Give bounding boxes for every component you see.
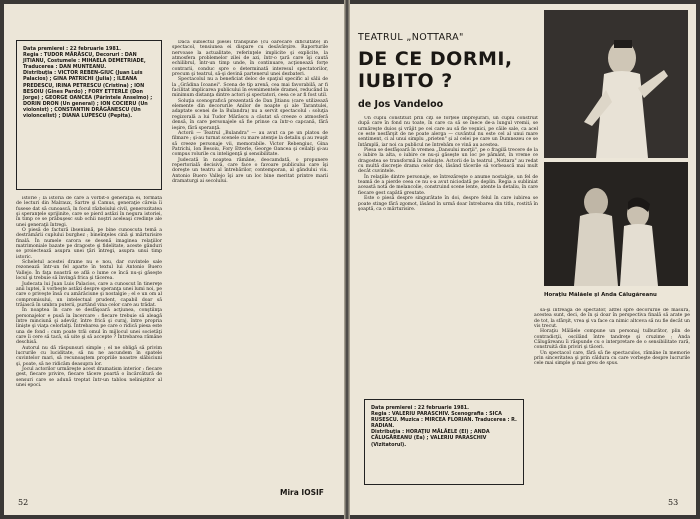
article-headline: [358, 48, 513, 92]
cast-list: Distribuţia : VICTOR REBEN-GIUC (Juan Luis Palacios) ; GINA PATRICHI (Julia) ; ILEANA PREDESCU, IRINA PETRESCU (Cristina) ; ION BESOIU (Gines Pardo) ; FORY ETTERLE (Don Jorge) ; GEORGE OANCEA (Părintele Anselmo) ; DORIN DRON (Un general) ; ION COCIERU (Un violonist) ; CONSTANTIN DRĂGĂNESCU (Un violoncelist) ; DIANA LUPESCU (Pepita).: [23, 70, 153, 120]
paragraph: În noaptea în care se desfăşoară acţiunea, conştiinţa personajelor e pusă la încercare : fiecare trebuie să aleagă între minciună şi adevăr, între frică şi curaj, între propria linişte şi viaţa celorlalţi. Întrebarea pe care o ridică piesa este una de fond : cum poate trăi omul în mijlocul unei societăţi care îi cere să tacă, să uite şi să accepte ? Întrebarea rămâne deschisă.: [16, 308, 162, 346]
paragraph: În relaţiile dintre personaje, se întrezăreşte o anume nostalgie, un fel de teamă de a pierde ceea ce nu s-a avut niciodată pe deplin. Regia a subliniat această notă de melancolie, construind scene lente, atente la detaliu, în care fiecare gest capătă greutate.: [358, 174, 538, 196]
author-signature: Mira IOSIF: [280, 488, 324, 497]
left-page: [4, 4, 344, 515]
premiere-date: Data premierei : 22 februarie 1981.: [23, 46, 122, 52]
paragraph: Spectacolul nu a beneficiat deloc de spaţiul specific al sălii de la „Grădina Icoanei". Scena de tip arenă, cea mai favorabilă, ar fi facilitat implicarea publicului în evenimentele dramei, reducând la minimum distanţa dintre actori şi spectatori, ceea ce ar fi fost util.: [172, 77, 328, 99]
text-column-1: [16, 196, 162, 492]
paragraph: istorie ; la istoria de care a vorbit-o generaţia ei, formată de lecturi din Malraux, Sartre şi Camus, generaţie căreia îi fusese dat să cunoască, în focul războiului civil, generozitatea şi speranţele sprijinite, care se pierd astăzi în negura istoriei, în timp ce se prăbuşesc sub ochii noştri aceleaşi credinţe ale unei generaţii întregi.: [16, 196, 162, 228]
paragraph: Actorii — Teatrul „Bulandra" — au avut ca pe un platou de filmare ; şi-au turnat scenele cu mare atenţie la detaliu şi au reuşit să creeze personaje vii, memorabile. Victor Rebengiuc, Gina Patrichi, Ion Besoiu, Fory Etterle, George Oancea şi ceilalţi şi-au compus rolurile cu inteligenţă şi sensibilitate.: [172, 130, 328, 158]
credits-box-right: [364, 399, 524, 485]
paragraph: Jocul actorilor urmăreşte acest dramatism interior : fiecare gest, fiecare privire, fiecare tăcere poartă o încărcătură de sensuri care se adună treptat într-un tablou neliniştitor al unei epoci.: [16, 367, 162, 389]
paragraph: Un cuplu constituit prin ciţi se forţele împrejurări, un cuplu construit după care în fond nu toate, în care ca să se înece de-a lungul vremii, se urmăreşte duios şi vrăjit pe cei care au să fie veşnici, pe căile sale, ca acel ce este nesfârşit de ne poate alerga — cuvântul nu este cel al unui mare sentiment, ci al unui simplu „prieten" şi al celei pe care un Dumnezeu ce se întâmplă, iar noi ca publicul ne întrebăm ce vină au acestea.: [358, 116, 538, 148]
byline: de Jos Vandeloo: [358, 99, 444, 110]
paragraph: Scheletul acestei drame nu e nou, dar cuvintele sale rezonează într-un fel aparte în textul lui Antonio Buero Vallejo. În faţa noastră se află o lume ce încă nu-şi găseşte locul şi trebuie să învingă frica şi tăcerea.: [16, 260, 162, 282]
paragraph: Este o piesă despre singurătate în doi, despre felul în care iubirea se poate stinge fără zgomot, lăsând în urmă doar întrebarea din titlu, rostită în şoaptă, ca o mărturisire.: [358, 196, 538, 212]
text-column-main: [358, 116, 538, 392]
theatre-name: TEATRUL „NOTTARA": [358, 32, 464, 43]
photo-duo-image: [544, 162, 688, 286]
paragraph: Horaţiu Mălăele compune un personaj tulburător, plin de contradicţii, oscilând între tandreţe şi cruzime ; Anda Călugăreanu îi răspunde cu o interpretare de o sensibilitate rară, construită din priviri şi tăceri.: [534, 329, 690, 351]
page-number: 53: [668, 498, 679, 507]
paragraph: să-şi întreagă de spectator, altfel spre decorurile de măsură, acestea sunt, deci, de în şi doar în perspectiva finală să arate pe de tot, la sfârşit, vrea şi va face ca nimic altceva să nu fie decât un vis trecut.: [534, 308, 690, 330]
paragraph: Piesa se desfăşoară în vremea „Dansului morţii", pe o fragilă trecere de la o iubire la alta, o iubire ce nu-şi găseşte un loc pe pământ, în vreme ce dragostea se transformă în nelinişte. Actorii de la teatrul „Nottara" au redat cu multă discreţie drama celor doi, lăsând tăcerile să vorbească mai mult decât cuvintele.: [358, 148, 538, 175]
page-number: 52: [18, 498, 29, 507]
text-column-2: [172, 40, 328, 484]
photo-performer-top: [544, 10, 688, 158]
photo-performers-duo: [544, 162, 688, 286]
headline-line: IUBITO ?: [358, 70, 453, 92]
headline-line: DE CE DORMI,: [358, 48, 513, 70]
paragraph: O piesă de factură ibseniană, pe bine cunoscuta temă a destrămării cuplului burghez ; bineînţeles cină şi mărturisire finală. În numele carora se desenă imaginea relaţiilor matrimoniale bazate pe dragoste şi fidelitate, aceste gânduri se proiectează asupra unei ţări întregi, asupra unui timp istoric.: [16, 228, 162, 260]
text-column-right-bottom: [534, 308, 690, 494]
paragraph: Autorul nu dă răspunsuri simple ; el ne obligă să privim lucrurile cu luciditate, să nu ne ascundem în spatele cuvintelor mari, să recunoaştem propriile noastre slăbiciuni şi, poate, să ne ridicăm deasupra lor.: [16, 345, 162, 367]
premiere-date: Data premierei : 22 februarie 1981.: [371, 405, 470, 411]
paragraph: Dacă subiectul piesei transpune (cu oarecare dificultate) în spectacol, tensiunea ei dispare cu desăvârşire. Raporturile nervoase la actualitate, referinţele implicite şi explicite, la atmosfera problemelor zilei de azi, într-o ţară care îşi caută echilibrul, într-un timp unde, în continuare, acţionează forţe contrarii, conduc spre o determinată interesul spectatorilor, precum şi teatrul, să-şi devină partenerul unei dezbateri.: [172, 40, 328, 78]
paragraph: Un spectacol care, fără să fie spectaculos, rămâne în memorie prin sinceritatea şi prin căldura cu care vorbeşte despre lucrurile cele mai simple şi mai greu de spus.: [534, 350, 690, 367]
right-page: [350, 4, 696, 515]
paragraph: Soluţia scenografică prezentată de Dan Jitianu (care utilizează elemente din decorurile Anilor de noapte şi ale Tarantulei, adaptate scenei de la Bulandra) nu a servit spectacolul : soluţia regizorală a lui Tudor Mărăscu a căutat să creeze o atmosferă densă, în care personajele să fie prinse ca într-o capcană, fără ieşire, fără speranţă.: [172, 98, 328, 131]
direction-credits: Regia : VALERIU PARASCHIV. Scenografia : SICA RUSESCU. Muzica : MIRCEA FLORIAN. Traducerea : R. RADIAN.: [371, 411, 517, 430]
photo-caption: Horaţiu Mălăele şi Anda Călugăreanu: [544, 292, 657, 298]
direction-credits: Regia : TUDOR MĂRĂSCU, Decoruri : DAN JITIANU, Costumele : MIHAELA DEMETRIADE, Traducerea : DAN MUNTEANU.: [23, 52, 146, 71]
cast-list: Distribuţia : HORAŢIU MĂLĂELE (El) ; ANDA CĂLUGĂREANU (Ea) ; VALERIU PARASCHIV (Vizitatorul).: [371, 429, 490, 448]
photo-top-image: [544, 10, 688, 158]
paragraph: Judecată în noaptea rămâne, deocamdată, o propunere repertorială decisivă, care face o favoare publicului care îşi doreşte un teatru al întrebărilor, contemporan, al gândului viu. Antonio Buero Vallejo îşi are un loc bine meritat printre marii dramaturgi ai secolului.: [172, 157, 328, 184]
credits-box-left: [16, 40, 162, 190]
paragraph: Judecata lui Juan Luis Palacios, care a cunoscut în tinereţe anii luptei, îi vorbeşte astăzi despre speranţa unei lumi noi, pe care o priveşte însă cu amărăciune şi nostalgie ; el e un om al compromisului, un intelectual prudent, capabil doar să trăiască în umbra puterii, purtând vina celor care au trădat.: [16, 281, 162, 308]
